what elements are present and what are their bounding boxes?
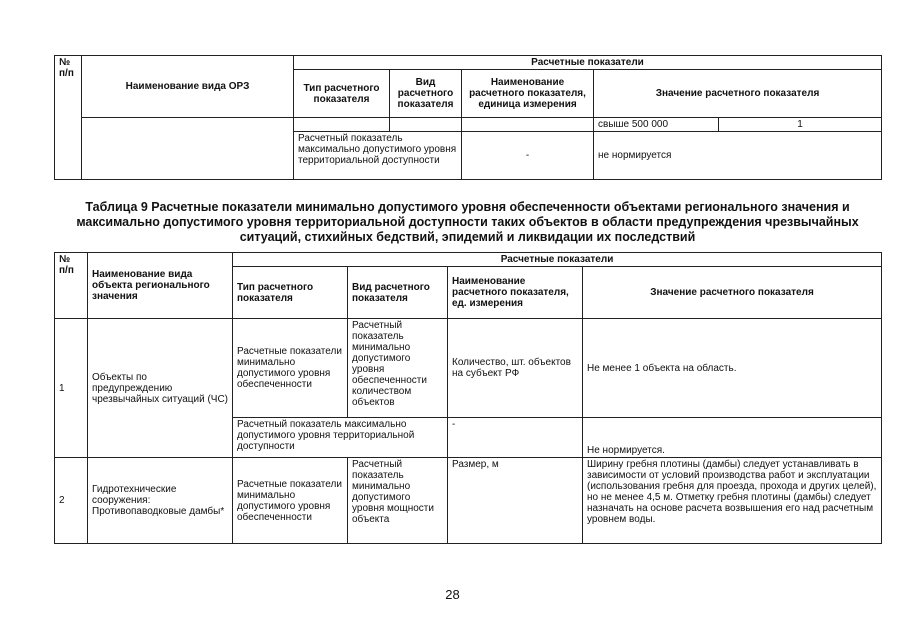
nameunit-cell: Количество, шт. объектов на субъект РФ [448, 319, 583, 418]
col-value-header: Значение расчетного показателя [594, 70, 882, 118]
value-cell: Не нормируется. [583, 418, 882, 458]
type-cell: Расчетный показатель максимально допустимого уровня территориальной доступности [294, 132, 462, 180]
table-row [55, 458, 882, 544]
value-cell: Не менее 1 объекта на область. [583, 319, 882, 418]
table-row [55, 319, 882, 418]
nameunit-cell: Размер, м [448, 458, 583, 544]
value-cell: не нормируется [594, 132, 882, 180]
group-header: Расчетные показатели [294, 56, 882, 70]
col-kind-header: Вид расчетного показателя [390, 70, 462, 118]
type-cell: Расчетный показатель максимально допустимого уровня территориальной доступности [233, 418, 448, 458]
col-name-header: Наименование вида ОРЗ [82, 56, 294, 118]
name-cell [82, 118, 294, 180]
col-no-header: № п/п [55, 253, 88, 319]
col-type-header: Тип расчетного показателя [233, 267, 348, 319]
table-caption: Таблица 9 Расчетные показатели минимально допустимого уровня обеспеченности объектами регионального значения и максимально допустимого уровня территориальной доступности таких объектов в области предупреждения чрезвычайных ситуаций, стихийных бедствий, эпидемий и ликвидации их последствий [76, 200, 859, 244]
row-number: 1 [55, 319, 88, 458]
type-cell: Расчетные показатели минимально допустимого уровня обеспеченности [233, 458, 348, 544]
nameunit-cell: - [448, 418, 583, 458]
value-cell: Ширину гребня плотины (дамбы) следует устанавливать в зависимости от условий производства работ и эксплуатации (использования гребня для проезда, прохода и других целей), но не менее 4,5 м. Отметку гребня плотины (дамбы) следует назначать на основе расчета возвышения его над расчетным уровнем воды. [583, 458, 882, 544]
col-kind-header: Вид расчетного показателя [348, 267, 448, 319]
object-name: Гидротехнические сооружения: Противопаводковые дамбы* [88, 458, 233, 544]
sub-value-cell: 1 [719, 118, 882, 132]
kind-cell [390, 118, 462, 132]
col-nameunit-header: Наименование расчетного показателя, единица измерения [462, 70, 594, 118]
continuation-table [54, 55, 882, 180]
col-nameunit-header: Наименование расчетного показателя, ед. измерения [448, 267, 583, 319]
nameunit-cell [462, 118, 594, 132]
object-name: Объекты по предупреждению чрезвычайных ситуаций (ЧС) [88, 319, 233, 458]
group-header: Расчетные показатели [233, 253, 882, 267]
col-name-header: Наименование вида объекта регионального значения [88, 253, 233, 319]
nameunit-cell: - [462, 132, 594, 180]
kind-cell: Расчетный показатель минимально допустимого уровня мощности объекта [348, 458, 448, 544]
page-number: 28 [445, 587, 460, 602]
table-row [55, 118, 882, 132]
col-no-header: № п/п [55, 56, 82, 180]
sub-label-cell: свыше 500 000 [594, 118, 719, 132]
col-value-header: Значение расчетного показателя [583, 267, 882, 319]
row-number: 2 [55, 458, 88, 544]
type-cell [294, 118, 390, 132]
col-type-header: Тип расчетного показателя [294, 70, 390, 118]
kind-cell: Расчетный показатель минимально допустимого уровня обеспеченности количеством объектов [348, 319, 448, 418]
table-9 [54, 252, 882, 544]
type-cell: Расчетные показатели минимально допустимого уровня обеспеченности [233, 319, 348, 418]
